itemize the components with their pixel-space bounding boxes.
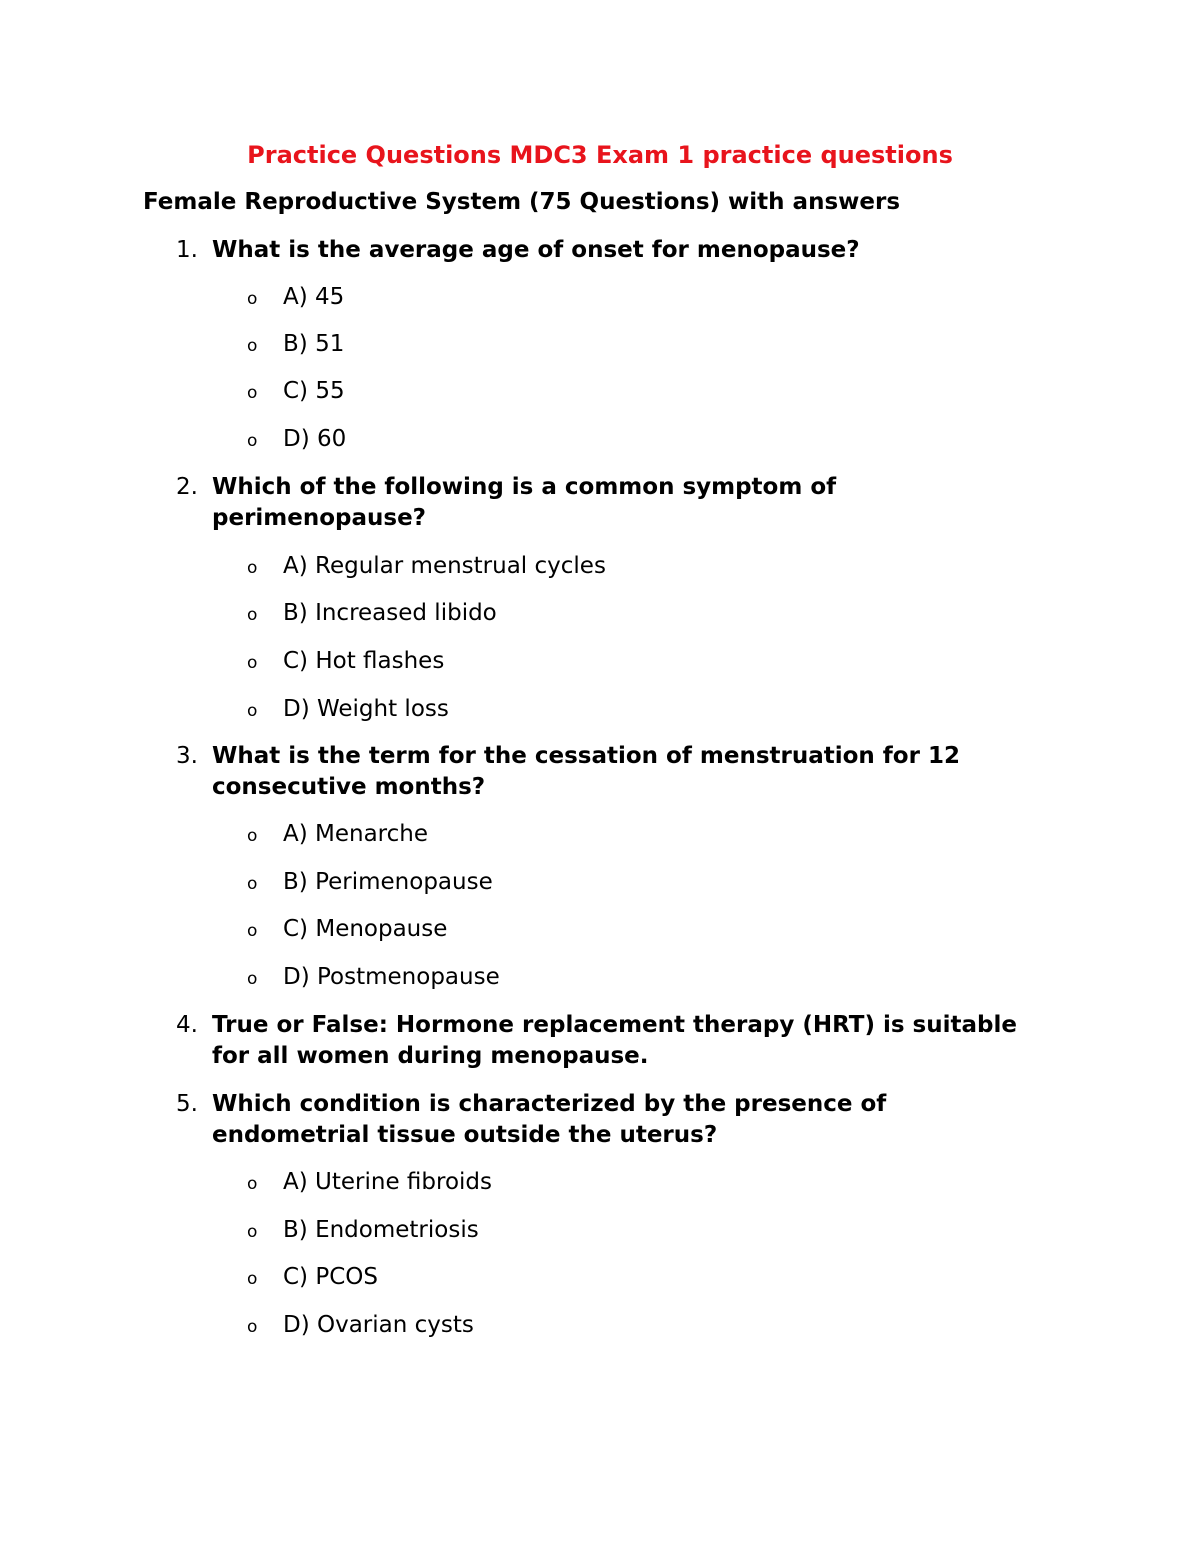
option-text: B) Increased libido	[283, 600, 497, 626]
question-number: 4.	[176, 1012, 198, 1038]
option-1d	[0, 424, 1200, 456]
option-text: B) Endometriosis	[283, 1217, 479, 1243]
option-3c	[0, 914, 1200, 946]
bullet-icon: o	[247, 1222, 258, 1242]
option-2d	[0, 694, 1200, 726]
question-text: What is the average age of onset for menopause?	[212, 237, 860, 263]
option-2b	[0, 598, 1200, 630]
bullet-icon: o	[247, 1174, 258, 1194]
option-text: A) 45	[283, 284, 345, 310]
option-text: D) Postmenopause	[283, 964, 500, 990]
question-text: Which condition is characterized by the presence of endometrial tissue outside the uterus?	[212, 1091, 887, 1148]
page-title: Practice Questions MDC3 Exam 1 practice questions	[247, 141, 953, 169]
bullet-icon: o	[247, 701, 258, 721]
option-text: D) Ovarian cysts	[283, 1312, 474, 1338]
section-heading: Female Reproductive System (75 Questions) with answers	[143, 189, 901, 215]
question-number: 2.	[176, 474, 198, 500]
bullet-icon: o	[247, 1317, 258, 1337]
option-text: C) PCOS	[283, 1264, 378, 1290]
bullet-icon: o	[247, 558, 258, 578]
option-text: D) 60	[283, 426, 347, 452]
bullet-icon: o	[247, 921, 258, 941]
option-3a	[0, 819, 1200, 851]
option-text: B) 51	[283, 331, 345, 357]
option-text: C) Hot flashes	[283, 648, 445, 674]
option-text: A) Menarche	[283, 821, 429, 847]
option-2a	[0, 551, 1200, 583]
option-5c	[0, 1262, 1200, 1294]
bullet-icon: o	[247, 969, 258, 989]
question-number: 5.	[176, 1091, 198, 1117]
option-5a	[0, 1167, 1200, 1199]
option-3d	[0, 962, 1200, 994]
question-text: True or False: Hormone replacement therapy (HRT) is suitable for all women during menopause.	[212, 1012, 1017, 1069]
bullet-icon: o	[247, 383, 258, 403]
option-text: B) Perimenopause	[283, 869, 493, 895]
bullet-icon: o	[247, 653, 258, 673]
option-1b	[0, 329, 1200, 361]
option-2c	[0, 646, 1200, 678]
option-text: A) Regular menstrual cycles	[283, 553, 606, 579]
option-text: D) Weight loss	[283, 696, 449, 722]
option-text: C) 55	[283, 378, 345, 404]
option-1a	[0, 282, 1200, 314]
bullet-icon: o	[247, 605, 258, 625]
bullet-icon: o	[247, 1269, 258, 1289]
bullet-icon: o	[247, 826, 258, 846]
bullet-icon: o	[247, 336, 258, 356]
question-number: 3.	[176, 743, 198, 769]
option-1c	[0, 376, 1200, 408]
bullet-icon: o	[247, 289, 258, 309]
option-5d	[0, 1310, 1200, 1342]
option-5b	[0, 1215, 1200, 1247]
question-text: What is the term for the cessation of menstruation for 12 consecutive months?	[212, 743, 960, 800]
option-3b	[0, 867, 1200, 899]
bullet-icon: o	[247, 874, 258, 894]
option-text: A) Uterine fibroids	[283, 1169, 492, 1195]
option-text: C) Menopause	[283, 916, 448, 942]
bullet-icon: o	[247, 431, 258, 451]
question-text: Which of the following is a common symptom of perimenopause?	[212, 474, 837, 531]
question-number: 1.	[176, 237, 198, 263]
